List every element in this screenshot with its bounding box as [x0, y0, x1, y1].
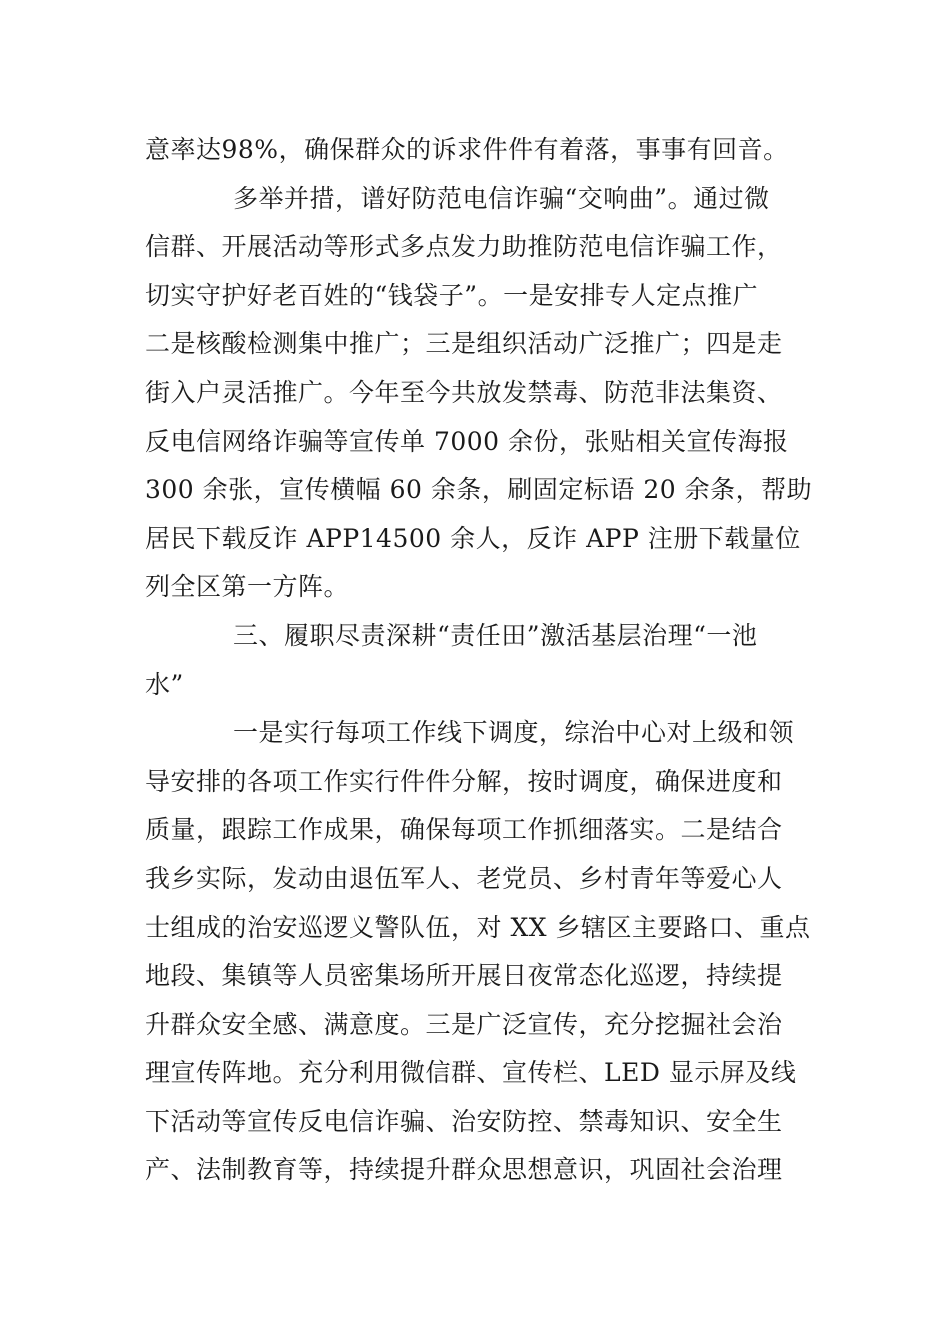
text-line: 理宣传阵地。充分利用微信群、宣传栏、LED 显示屏及线 [145, 1058, 797, 1088]
text-line: 反电信网络诈骗等宣传单 7000 余份，张贴相关宣传海报 [145, 426, 789, 456]
text-line: 我乡实际，发动由退伍军人、老党员、乡村青年等爱心人 [145, 863, 783, 893]
text-line: 产、法制教育等，持续提升群众思想意识，巩固社会治理 [145, 1155, 783, 1185]
text-line: 居民下载反诈 APP14500 余人，反诈 APP 注册下载量位 [145, 523, 801, 553]
text-line: 升群众安全感、满意度。三是广泛宣传，充分挖掘社会治 [145, 1009, 783, 1039]
text-line: 士组成的治安巡逻义警队伍，对 XX 乡辖区主要路口、重点 [145, 912, 811, 942]
text-line: 二是核酸检测集中推广；三是组织活动广泛推广；四是走 [145, 329, 783, 359]
text-line: 列全区第一方阵。 [145, 572, 350, 602]
text-line: 下活动等宣传反电信诈骗、治安防控、禁毒知识、安全生 [145, 1106, 783, 1136]
text-line: 质量，跟踪工作成果，确保每项工作抓细落实。二是结合 [145, 815, 783, 845]
text-line: 街入户灵活推广。今年至今共放发禁毒、防范非法集资、 [145, 377, 783, 407]
paragraph-start-line: 一是实行每项工作线下调度，综治中心对上级和领 [233, 718, 795, 748]
text-line: 300 余张，宣传横幅 60 余条，刷固定标语 20 余条，帮助 [145, 475, 813, 505]
text-line: 切实守护好老百姓的“钱袋子”。一是安排专人定点推广 [145, 280, 759, 310]
document-body [145, 126, 813, 1195]
section-heading-line: 水” [145, 669, 184, 699]
text-line: 意率达98%，确保群众的诉求件件有着落，事事有回音。 [145, 135, 789, 164]
section-heading-line: 三、履职尽责深耕“责任田”激活基层治理“一池 [233, 620, 758, 650]
paragraph-start-line: 多举并措，谱好防范电信诈骗“交响曲”。通过微 [233, 183, 770, 213]
text-line: 信群、开展活动等形式多点发力助推防范电信诈骗工作， [145, 232, 783, 262]
text-line: 导安排的各项工作实行件件分解，按时调度，确保进度和 [145, 766, 783, 796]
text-line: 地段、集镇等人员密集场所开展日夜常态化巡逻，持续提 [145, 961, 783, 991]
